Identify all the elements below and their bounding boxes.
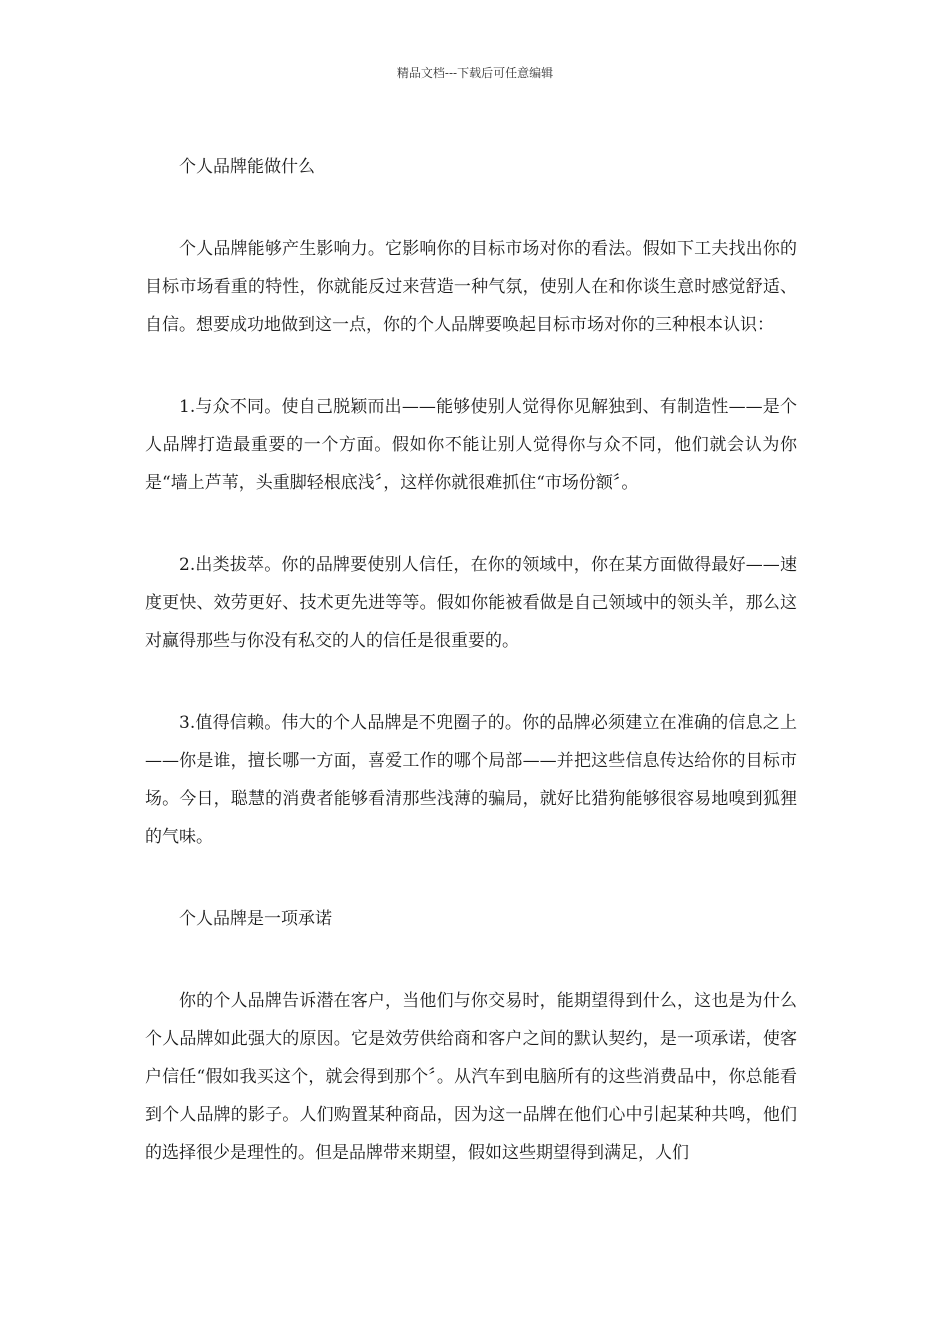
- paragraph-gap: [145, 502, 797, 546]
- paragraph-gap: [145, 660, 797, 704]
- paragraph-gap: [145, 938, 797, 982]
- paragraph-gap: [145, 856, 797, 900]
- document-body: [145, 148, 797, 1172]
- list-item-paragraph: 1.与众不同。使自己脱颖而出——能够使别人觉得你见解独到、有制造性——是个人品牌打造最重要的一个方面。假如你不能让别人觉得你与众不同，他们就会认为你是“墙上芦苇，头重脚轻根底浅〞，这样你就很难抓住“市场份额〞。: [145, 397, 797, 493]
- paragraph-gap: [145, 186, 797, 230]
- paragraph-gap: [145, 344, 797, 388]
- list-item-paragraph: 2.出类拔萃。你的品牌要使别人信任，在你的领域中，你在某方面做得最好——速度更快、效劳更好、技术更先进等等。假如你能被看做是自己领域中的领头羊，那么这对赢得那些与你没有私交的人的信任是很重要的。: [145, 555, 797, 651]
- section-heading: 个人品牌是一项承诺: [179, 909, 332, 929]
- section-heading: 个人品牌能做什么: [179, 157, 315, 177]
- page-header: 精品文档---下载后可任意编辑: [396, 66, 554, 80]
- paragraph: 个人品牌能够产生影响力。它影响你的目标市场对你的看法。假如下工夫找出你的目标市场看重的特性，你就能反过来营造一种气氛，使别人在和你谈生意时感觉舒适、自信。想要成功地做到这一点，你的个人品牌要唤起目标市场对你的三种根本认识：: [145, 239, 797, 335]
- list-item-paragraph: 3.值得信赖。伟大的个人品牌是不兜圈子的。你的品牌必须建立在准确的信息之上——你是谁，擅长哪一方面，喜爱工作的哪个局部——并把这些信息传达给你的目标市场。今日，聪慧的消费者能够看清那些浅薄的骗局，就好比猎狗能够很容易地嗅到狐狸的气味。: [145, 713, 797, 847]
- paragraph: 你的个人品牌告诉潜在客户，当他们与你交易时，能期望得到什么，这也是为什么个人品牌如此强大的原因。它是效劳供给商和客户之间的默认契约，是一项承诺，使客户信任“假如我买这个，就会得到那个〞。从汽车到电脑所有的这些消费品中，你总能看到个人品牌的影子。人们购置某种商品，因为这一品牌在他们心中引起某种共鸣，他们的选择很少是理性的。但是品牌带来期望，假如这些期望得到满足，人们: [145, 991, 797, 1163]
